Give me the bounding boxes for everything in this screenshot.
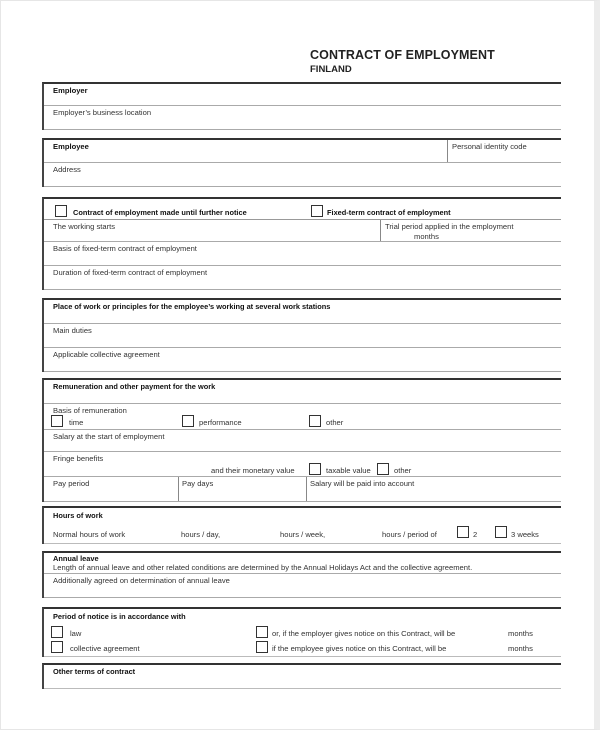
fringe-other-label: other	[394, 466, 412, 475]
employer-location-field[interactable]	[44, 106, 561, 130]
working-starts-label: The working starts	[53, 222, 116, 231]
taxable-value-label: taxable value	[326, 466, 371, 475]
pay-period-label: Pay period	[53, 479, 90, 488]
collective-agreement-label: Applicable collective agreement	[53, 350, 160, 359]
period-2-weeks-checkbox[interactable]	[457, 526, 469, 538]
fixed-term-duration-label: Duration of fixed-term contract of employment	[53, 268, 208, 277]
contract-type-row	[44, 199, 561, 220]
hours-per-week-label: hours / week,	[280, 530, 326, 539]
until-notice-label: Contract of employment made until further notice	[73, 208, 247, 217]
main-duties-field[interactable]	[44, 324, 561, 348]
hours-of-work-section	[42, 506, 561, 544]
trial-period-label: Trial period applied in the employment	[385, 222, 514, 231]
trial-months-label: months	[414, 232, 439, 241]
main-duties-label: Main duties	[53, 326, 92, 335]
place-of-work-field[interactable]	[44, 300, 561, 324]
notice-period-heading: Period of notice is in accordance with	[53, 612, 186, 621]
document-subtitle: FINLAND	[310, 64, 352, 75]
fixed-term-checkbox[interactable]	[311, 205, 323, 217]
divider	[306, 477, 307, 501]
remuneration-basis-label: Basis of remuneration	[53, 406, 127, 415]
other-terms-section	[42, 663, 561, 689]
additional-leave-field[interactable]	[44, 574, 561, 598]
performance-label: performance	[199, 418, 242, 427]
fixed-term-basis-label: Basis of fixed-term contract of employment	[53, 244, 197, 253]
hours-of-work-heading: Hours of work	[53, 511, 103, 520]
employee-notice-label: if the employee gives notice on this Contract, will be	[272, 644, 447, 653]
normal-hours-label: Normal hours of work	[53, 530, 126, 539]
period-2-label: 2	[473, 530, 478, 539]
fixed-term-duration-field[interactable]	[44, 266, 561, 290]
annual-leave-heading: Annual leave	[53, 554, 99, 563]
period-3-weeks-label: 3 weeks	[511, 530, 539, 539]
fringe-benefits-row	[44, 452, 561, 477]
address-field[interactable]	[44, 163, 561, 187]
employee-section	[42, 138, 561, 187]
personal-id-label: Personal identity code	[452, 142, 527, 151]
collective-agreement-checkbox[interactable]	[51, 641, 63, 653]
other-terms-heading: Other terms of contract	[53, 667, 136, 676]
collective-agreement-notice-label: collective agreement	[70, 644, 140, 653]
additional-leave-label: Additionally agreed on determination of annual leave	[53, 576, 230, 585]
fringe-other-checkbox[interactable]	[377, 463, 389, 475]
employer-notice-label: or, if the employer gives notice on this Contract, will be	[272, 629, 456, 638]
notice-period-row	[44, 609, 561, 657]
divider	[178, 477, 179, 501]
annual-leave-row	[44, 553, 561, 574]
account-label: Salary will be paid into account	[310, 479, 415, 488]
other-checkbox[interactable]	[309, 415, 321, 427]
fixed-term-basis-field[interactable]	[44, 242, 561, 266]
pay-details-row	[44, 477, 561, 502]
performance-checkbox[interactable]	[182, 415, 194, 427]
employer-field[interactable]	[44, 84, 561, 106]
other-terms-field[interactable]	[44, 665, 561, 689]
collective-agreement-field[interactable]	[44, 348, 561, 372]
fringe-benefits-label: Fringe benefits	[53, 454, 104, 463]
hours-of-work-row	[44, 508, 561, 544]
employer-location-label: Employer’s business location	[53, 108, 152, 117]
employee-label: Employee	[53, 142, 89, 151]
salary-start-label: Salary at the start of employment	[53, 432, 165, 441]
remuneration-heading: Remuneration and other payment for the work	[53, 382, 216, 391]
annual-leave-section	[42, 551, 561, 598]
address-label: Address	[53, 165, 81, 174]
taxable-value-checkbox[interactable]	[309, 463, 321, 475]
contract-type-section	[42, 197, 561, 290]
employee-notice-months-label: months	[508, 644, 533, 653]
salary-start-field[interactable]	[44, 430, 561, 452]
employer-section	[42, 82, 561, 130]
working-starts-row	[44, 220, 561, 242]
until-notice-checkbox[interactable]	[55, 205, 67, 217]
remuneration-basis-row	[44, 404, 561, 430]
employer-notice-checkbox[interactable]	[256, 626, 268, 638]
document-title: CONTRACT OF EMPLOYMENT	[310, 48, 495, 62]
period-3-weeks-checkbox[interactable]	[495, 526, 507, 538]
employer-label: Employer	[53, 86, 88, 95]
other-label: other	[326, 418, 344, 427]
remuneration-heading-row	[44, 380, 561, 404]
divider	[380, 220, 381, 241]
place-of-work-section	[42, 298, 561, 372]
notice-period-section	[42, 607, 561, 657]
employee-row	[44, 140, 561, 163]
law-checkbox[interactable]	[51, 626, 63, 638]
employee-notice-checkbox[interactable]	[256, 641, 268, 653]
fixed-term-label: Fixed-term contract of employment	[327, 208, 451, 217]
law-label: law	[70, 629, 82, 638]
time-checkbox[interactable]	[51, 415, 63, 427]
hours-per-day-label: hours / day,	[181, 530, 221, 539]
employer-notice-months-label: months	[508, 629, 533, 638]
pay-days-label: Pay days	[182, 479, 214, 488]
hours-per-period-label: hours / period of	[382, 530, 437, 539]
monetary-value-label: and their monetary value	[211, 466, 295, 475]
time-label: time	[69, 418, 84, 427]
remuneration-section	[42, 378, 561, 502]
place-of-work-heading: Place of work or principles for the employee’s working at several work stations	[53, 302, 331, 311]
annual-leave-statement: Length of annual leave and other related conditions are determined by the Annual Holidays Act and the collective agreement.	[53, 563, 473, 572]
divider	[447, 140, 448, 162]
